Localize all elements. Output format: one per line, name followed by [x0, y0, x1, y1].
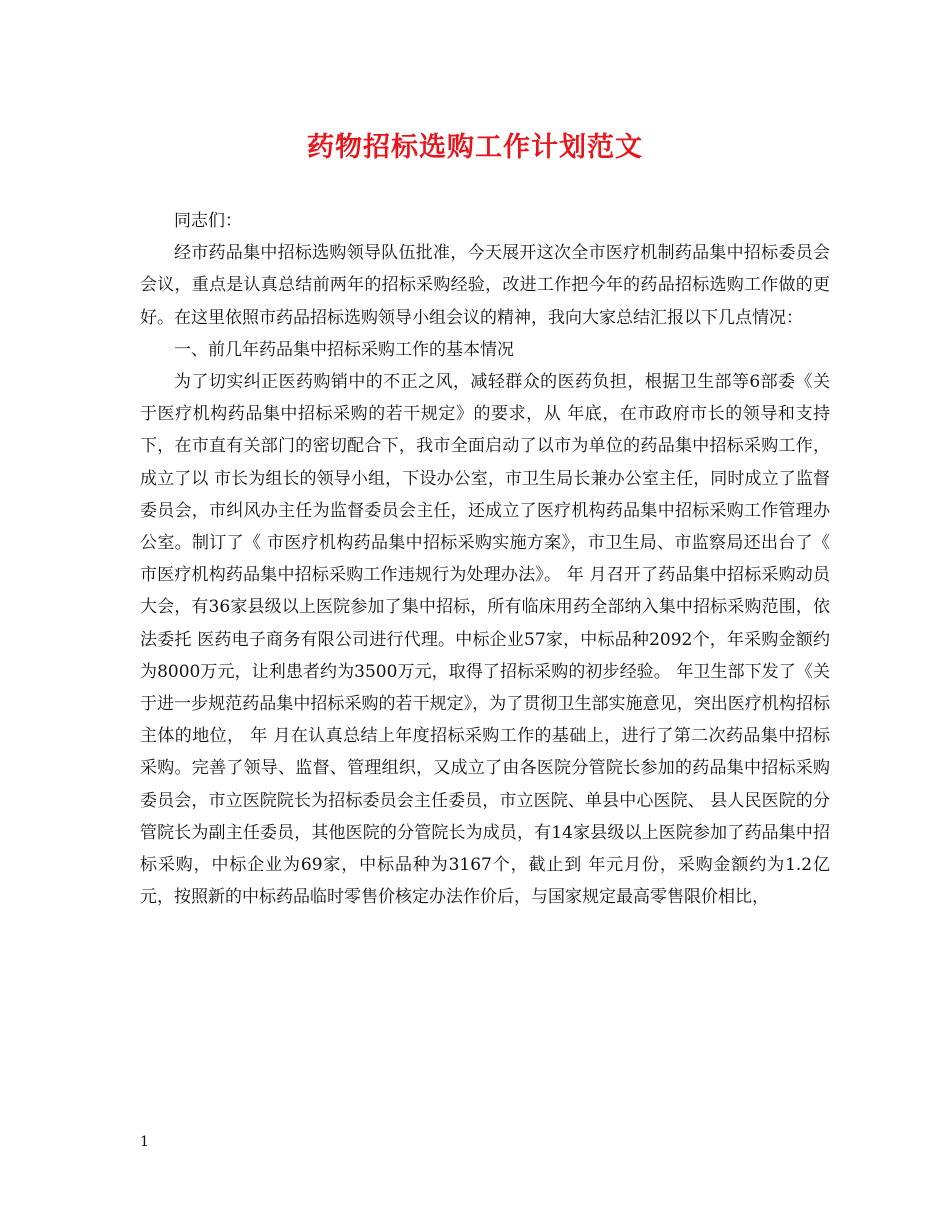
intro-paragraph: 经市药品集中招标选购领导队伍批准，今天展开这次全市医疗机制药品集中招标委员会会议，重点是认真总结前两年的招标采购经验，改进工作把今年的药品招标选购工作做的更好。在这里依照市药品招标选购领导小组会议的精神，我向大家总结汇报以下几点情况： [140, 243, 830, 328]
body-paragraph: 为了切实纠正医药购销中的不正之风，减轻群众的医药负担，根据卫生部等6部委《关于医疗机构药品集中招标采购的若干规定》的要求，从 年底，在市政府市长的领导和支持下，在市直有关部门的密切配合下，我市全面启动了以市为单位的药品集中招标采购工作，成立了以 市长为组长的领导小组，下设办公室，市卫生局长兼办公室主任，同时成立了监督委员会，市纠风办主任为监督委员会主任，还成立了医疗机构药品集中招标采购工作管理办公室。制订了《 市医疗机构药品集中招标采购实施方案》，市卫生局、市监察局还出台了《 市医疗机构药品集中招标采购工作违规行为处理办法》。 年 月召开了药品集中招标采购动员大会，有36家县级以上医院参加了集中招标，所有临床用药全部纳入集中招标采购范围，依法委托 医药电子商务有限公司进行代理。中标企业57家，中标品种2092个，年采购金额约为8000万元，让利患者约为3500万元，取得了招标采购的初步经验。 年卫生部下发了《关于进一步规范药品集中招标采购的若干规定》，为了贯彻卫生部实施意见，突出医疗机构招标主体的地位， 年 月在认真总结上年度招标采购工作的基础上，进行了第二次药品集中招标采购。完善了领导、监督、管理组织，又成立了由各医院分管院长参加的药品集中招标采购委员会，市立医院院长为招标委员会主任委员，市立医院、单县中心医院、 县人民医院的分管院长为副主任委员，其他医院的分管院长为成员，有14家县级以上医院参加了药品集中招标采购，中标企业为69家，中标品种为3167个，截止到 年元月份，采购金额约为1.2亿元，按照新的中标药品临时零售价核定办法作价后，与国家规定最高零售限价相比， [140, 372, 830, 908]
page-number: 1 [140, 1134, 149, 1150]
salutation-paragraph: 同志们： [174, 211, 242, 231]
section-heading: 一、前几年药品集中招标采购工作的基本情况 [174, 339, 514, 360]
document-title: 药物招标选购工作计划范文 [307, 132, 643, 163]
document-body [140, 205, 830, 913]
